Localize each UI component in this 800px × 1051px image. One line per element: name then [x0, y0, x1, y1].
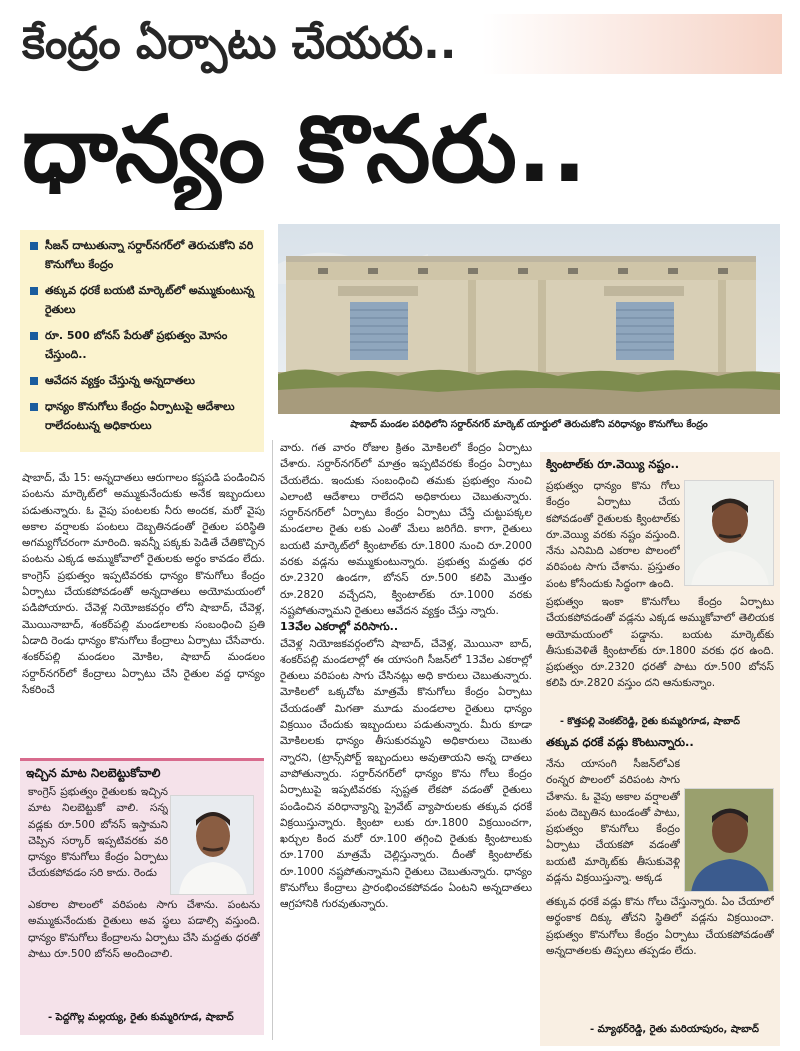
sidebar-heading-1: క్వింటాల్‌కు రూ.వెయ్యి నష్టం.. [546, 457, 680, 471]
headline-kicker-band [22, 14, 782, 74]
sidebar-heading-2-wrap [546, 734, 776, 756]
portrait-photo-icon [685, 789, 774, 892]
sidebar-body-1-lower [546, 594, 774, 710]
quote-box-1-body-upper [28, 784, 168, 896]
highlight-item [30, 397, 258, 435]
farmer-portrait-1 [170, 795, 254, 895]
farmer-portrait-2 [684, 480, 774, 586]
quote-box-1-heading: ఇచ్చిన మాట నిలబెట్టుకోవాలి [26, 766, 161, 780]
highlights-box [20, 230, 264, 452]
highlight-text: రూ. 500 బోనస్ పేరుతో ప్రభుత్వం మోసం చేస్తుంది.. [45, 329, 228, 361]
sidebar-signature-2: - మ్యాథర్‌రెడ్డి, రైతు మరియాపురం, షాబాద్ [590, 1024, 759, 1035]
bullet-square-icon [30, 403, 38, 411]
farmer-portrait-3 [684, 788, 774, 892]
highlight-item [30, 236, 258, 274]
highlight-text: ధాన్యం కొనుగోలు కేంద్రం ఏర్పాటుపై ఆదేశాలు రాలేదంటున్న అధికారులు [45, 400, 235, 432]
portrait-photo-icon [685, 481, 774, 586]
article-paragraph: షాబాద్, మే 15: అన్నదాతలు ఆరుగాలం కష్టపడి పండించిన పంటను మార్కెట్‌లో అమ్ముకునేందుకు అనేక ఇబ్బందులు పడుతున్నారు. ఓ వైపు పంటలకు నీరు అందక, మరో వైపు అకాల వర్షాలకు పంటలు దెబ్బతినడంతో రైతుల పరిస్థితి అగమ్యగోచరంగా మారింది. ఇవన్నీ పక్కకు పెడితే చేతికొచ్చిన పంటను ఎక్కడ అమ్ముకోవాలో రైతులకు అర్థం కావడం లేదు. కాంగ్రెస్ ప్రభుత్వం ఇప్పటివరకు ధాన్యం కొనుగోలు కేంద్రం ఏర్పాటు చేయకపోవడంతో అన్నదాతలు అయోమయంలో పడిపోయారు. చేవెళ్ల నియోజకవర్గం లోని షాబాద్, చేవెళ్ల, మొయినాబాద్, శంకర్‌పల్లి మండలాలకు సంబంధించి ప్రతి ఏడాది రెండు ధాన్యం కొనుగోలు కేంద్రాలు ఏర్పాటు చేసేవారు. శంకర్‌పల్లి మండలం మోకిల, షాబాద్ మండలం సర్దార్‌నగర్‌లో కేంద్రాలు ఏర్పాటు చేసి రైతుల వద్ద ధాన్యం సేకరించే [22, 472, 265, 696]
quote-box-1-signature: - పెద్దగొల్ల మల్లయ్య, రైతు కుమ్మరిగూడ, షాబాద్ [48, 1012, 234, 1023]
quote-box-1-text-continued: ఎకరాల పొలంలో వరిపంట సాగు చేశాను. పంటను అమ్ముకునేందుకు రైతులు అవ స్థలు పడాల్సి వస్తుంది. ధాన్యం కొనుగోలు కేంద్రాలను ఏర్పాటు చేసి మద్దతు ధరతో పాటు రూ.500 బోనస్ అందించాలి. [28, 899, 260, 960]
photo-caption: షాబాద్ మండల పరిధిలోని సర్దార్‌నగర్ మార్కెట్ యార్డులో తెరుచుకోని వరిధాన్యం కొనుగోలు కేంద్రం [350, 419, 708, 430]
sidebar-body-1-upper [546, 478, 680, 592]
highlight-item [30, 326, 258, 364]
sidebar-heading-2: తక్కువ ధరకే వడ్లు కొంటున్నారు.. [546, 735, 694, 749]
market-yard-photo [278, 224, 780, 414]
bullet-square-icon [30, 287, 38, 295]
headline-main: ధాన్యం కొనరు.. [22, 96, 587, 203]
bullet-square-icon [30, 332, 38, 340]
article-paragraph: వారు. గత వారం రోజుల క్రితం మోకిలలో కేంద్రం ఏర్పాటు చేశారు. సర్దార్‌నగర్‌లో మాత్రం ఇప్పటివరకు కేంద్రం ఏర్పాటు చేయలేదు. ఇందుకు సంబంధించి తమకు ప్రభుత్వం నుంచి ఎలాంటి ఆదేశాలు రాలేదని అధికారులు చెబుతున్నారు. సర్దార్‌నగర్‌లో ఏర్పాటు కేంద్రం ఏర్పాటు చేస్తే చుట్టుపక్కల మండలాల రైతు లకు ఎంతో మేలు జరిగేది. కాగా, రైతులు బయటి మార్కెట్‌లో క్వింటాల్‌కు రూ.1800 నుంచి రూ.2000 వరకు వడ్లను అమ్ముకుంటున్నారు. ప్రభుత్వ మద్దతు ధర రూ.2320 ఉండగా, బోనస్ రూ.500 కలిపి మొత్తం రూ.2820 వచ్చేదని, క్వింటాల్‌కు రూ.1000 వరకు నష్టపోతున్నామని రైతులు ఆవేదన వ్యక్తం చేస్తు న్నారు. [280, 442, 532, 617]
sidebar-body-2-upper [546, 756, 680, 892]
sidebar-body-2-lower [546, 894, 774, 1018]
bullet-square-icon [30, 242, 38, 250]
article-column-2 [280, 440, 532, 1040]
sidebar-heading-1-wrap [546, 456, 776, 478]
quote-box-1-text: కాంగ్రెస్ ప్రభుత్వం రైతులకు ఇచ్చిన మాట నిలబెట్టుకో వాలి. సన్న వడ్లకు రూ.500 బోనస్ ఇస్తామని చెప్పిన సర్కార్ ఇప్పటివరకు వరి ధాన్యం కొనుగోలు కేంద్రం ఏర్పాటు చేయకపోవడం సరి కాదు. రెండు [28, 786, 168, 880]
sidebar-text-2: నేను యాసంగి సీజన్‌లోఎక రంన్నర పొలంలో వరిపంట సాగు చేశాను. ఓ వైపు అకాల వర్షాలతో పంట దెబ్బతిన టుండంతో పాటు, ప్రభుత్వం కొనుగోలు కేంద్రం ఏర్పాటు చేయకపో వడంతో బయటి మార్కెట్‌కు తీసుకువెళ్లి వడ్లను విక్రయిస్తున్నా. అక్కడ [546, 758, 680, 885]
highlight-text: ఆవేదన వ్యక్తం చేస్తున్న అన్నదాతలు [45, 374, 195, 387]
sidebar-text-1-continued: ప్రభుత్వం ఇంకా కొనుగోలు కేంద్రం ఏర్పాటు చేయకపోవడంతో వడ్లను ఎక్కడ అమ్ముకోవాలో తెలియక అయోమయంలో పడ్డాను. బయట మార్కెట్‌కు తీసుకువెళితే క్వింటాల్‌కు రూ.1800 వరకు ధర ఉంది. ప్రభుత్వం రూ.2320 ధరతో పాటు రూ.500 బోనస్ కలిపి రూ.2820 వస్తుం దని ఆనుకున్నాం. [546, 596, 774, 690]
portrait-photo-icon [171, 796, 254, 895]
sidebar-signature-1: - కొత్తపల్లి వెంకట్‌రెడ్డి, రైతు కుమ్మరిగూడ, షాబాద్ [560, 716, 741, 727]
sidebar-text-2-continued: తక్కువ ధరకే వడ్లు కొను గోలు చేస్తున్నారు. ఏం చేయాలో అర్థంకాక దిక్కు తోచని స్థితిలో వడ్లను విక్రయించా. ప్రభుత్వం కొనుగోలు కేంద్రం ఏర్పాటు చేయకపోవడంతో అన్నదాతలకు తిప్పలు తప్పడం లేదు. [546, 896, 774, 957]
column-divider [272, 440, 273, 1040]
highlight-text: సీజన్ దాటుతున్నా సర్దార్‌నగర్‌లో తెరుచుకోని వరి కొనుగోలు కేంద్రం [45, 239, 254, 271]
article-subheading: 13వేల ఎకరాల్లో వరిసాగు.. [280, 620, 399, 634]
article-column-1 [22, 470, 265, 752]
headline-kicker: కేంద్రం ఏర్పాటు చేయరు.. [22, 18, 457, 69]
quote-box-1-body-lower [28, 897, 260, 1007]
highlight-item [30, 281, 258, 319]
market-shed-illustration [278, 224, 780, 414]
highlight-item [30, 371, 258, 390]
highlight-text: తక్కువ ధరకే బయటి మార్కెట్‌లో అమ్ముకుంటున్న రైతులు [45, 284, 255, 316]
sidebar-text-1: ప్రభుత్వం ధాన్యం కొను గోలు కేంద్రం ఏర్పాటు చేయ కపోవడంతో రైతులకు క్వింటాల్‌కు రూ.వెయ్యి వరకు నష్టం వస్తుంది. నేను ఎనిమిది ఎకరాల పొలంలో వరిపంట సాగు చేశాను. ప్రస్తుతం పంట కోసేందుకు సిద్ధంగా ఉంది. [546, 480, 680, 590]
bullet-square-icon [30, 377, 38, 385]
article-paragraph: చేవెళ్ల నియోజకవర్గంలోని షాబాద్, చేవెళ్ల, మొయినా బాద్, శంకర్‌పల్లి మండలాల్లో ఈ యాసంగి సీజన్‌లో 13వేల ఎకరాల్లో రైతులు వరిపంట సాగు చేసినట్లు అధి కారులు చెబుతున్నారు. మోకిలలో ఒక్కచోట మాత్రమే కొనుగోలు కేంద్రం ఏర్పాటు చేయడంతో మిగతా మూడు మండలాల రైతులు ధాన్యం విక్రయిం చేందుకు ఇబ్బందులు పడుతున్నారు. మీరు కూడా మోకిలలకు ధాన్యం తీసుకురమ్మని అధికారులు చెబుతు న్నారని, (ట్రాన్స్‌పోర్ట్ ఇబ్బందులు అవుతాయని అన్న దాతలు వాపోతున్నారు. సర్దార్‌నగర్‌లో ధాన్యం కొను గోలు కేంద్రం ఏర్పాటుపై ఇప్పటివరకు స్పష్టత లేకపో వడంతో రైతులు పండించిన వరిధాన్యాన్ని ప్రైవేట్ వ్యాపారులకు తక్కువ ధరకే విక్రయిస్తున్నారు. క్వింటా లుకు రూ.1800 విక్రయించగా, ఖర్చుల కింద మరో రూ.100 తగ్గించి రైతుకు క్వింటాలుకు రూ.1700 మాత్రమే చెల్లిస్తున్నారు. దీంతో క్వింటాల్‌కు రూ.1000 నష్టపోతున్నామని రైతులు చెబుతున్నారు. ధాన్యం కొనుగోలు కేంద్రాలు ప్రారంభించకపోవడం ఏంటని అన్నదాతలు ఆగ్రహానికి గురవుతున్నారు. [280, 637, 532, 911]
